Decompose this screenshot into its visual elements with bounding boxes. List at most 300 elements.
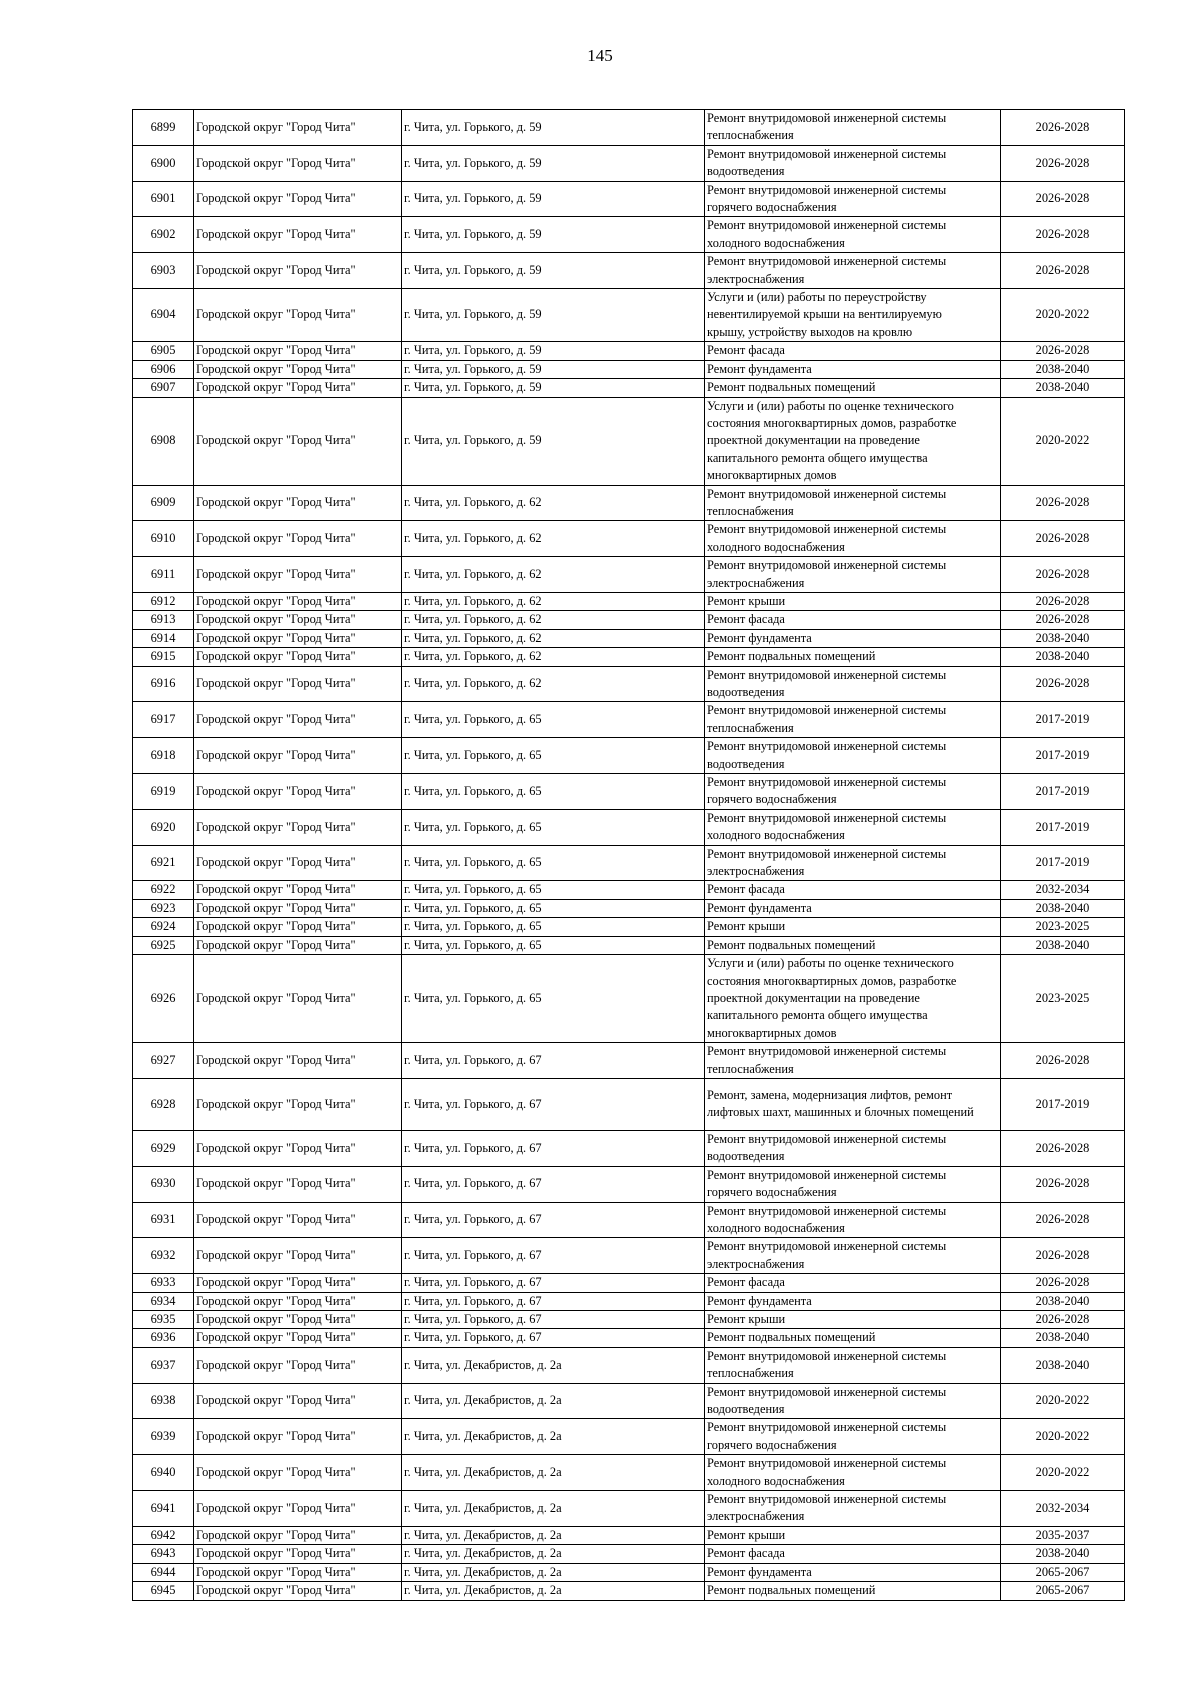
row-number-cell: 6935: [133, 1311, 194, 1329]
address-cell: г. Чита, ул. Горького, д. 59: [402, 342, 705, 360]
work-type-cell: [705, 397, 1001, 485]
municipality-cell: Городской округ "Город Чита": [194, 774, 402, 810]
work-type-line: Ремонт внутридомовой инженерной системы: [707, 667, 947, 682]
period-cell: 2038-2040: [1001, 360, 1125, 378]
address-cell: г. Чита, ул. Горького, д. 59: [402, 181, 705, 217]
municipality-cell: Городской округ "Город Чита": [194, 1311, 402, 1329]
repair-schedule-table: [132, 109, 1125, 1601]
table-row: [133, 738, 1125, 774]
address-cell: г. Чита, ул. Горького, д. 67: [402, 1238, 705, 1274]
address-cell: г. Чита, ул. Декабристов, д. 2а: [402, 1526, 705, 1544]
period-cell: 2026-2028: [1001, 342, 1125, 360]
row-number-cell: 6945: [133, 1582, 194, 1600]
row-number-cell: 6942: [133, 1526, 194, 1544]
row-number-cell: 6917: [133, 702, 194, 738]
address-cell: г. Чита, ул. Горького, д. 62: [402, 611, 705, 629]
row-number-cell: 6902: [133, 217, 194, 253]
row-number-cell: 6909: [133, 485, 194, 521]
address-cell: г. Чита, ул. Горького, д. 59: [402, 217, 705, 253]
work-type-cell: [705, 181, 1001, 217]
work-type-line: горячего водоснабжения: [707, 1185, 837, 1200]
work-type-cell: [705, 1202, 1001, 1238]
municipality-cell: Городской округ "Город Чита": [194, 899, 402, 917]
work-type-line: Ремонт внутридомовой инженерной системы: [707, 254, 947, 269]
period-cell: 2017-2019: [1001, 845, 1125, 881]
row-number-cell: 6927: [133, 1043, 194, 1079]
work-type-line: теплоснабжения: [707, 720, 794, 735]
municipality-cell: Городской округ "Город Чита": [194, 918, 402, 936]
work-type-line: Ремонт внутридомовой инженерной системы: [707, 1239, 947, 1254]
row-number-cell: 6919: [133, 774, 194, 810]
work-type-line: Услуги и (или) работы по оценке технического: [707, 398, 954, 413]
period-cell: 2038-2040: [1001, 1329, 1125, 1347]
address-cell: г. Чита, ул. Горького, д. 62: [402, 629, 705, 647]
work-type-cell: [705, 1545, 1001, 1563]
work-type-line: проектной документации на проведение: [707, 433, 920, 448]
work-type-line: холодного водоснабжения: [707, 1220, 845, 1235]
work-type-cell: [705, 845, 1001, 881]
work-type-line: Ремонт внутридомовой инженерной системы: [707, 739, 947, 754]
row-number-cell: 6920: [133, 809, 194, 845]
page-number: 145: [587, 46, 613, 65]
period-cell: 2026-2028: [1001, 1130, 1125, 1166]
table-row: [133, 181, 1125, 217]
table-row: [133, 1563, 1125, 1581]
address-cell: г. Чита, ул. Декабристов, д. 2а: [402, 1563, 705, 1581]
work-type-line: капитального ремонта общего имущества: [707, 1008, 928, 1023]
table-row: [133, 1526, 1125, 1544]
work-type-cell: [705, 342, 1001, 360]
work-type-line: Ремонт внутридомовой инженерной системы: [707, 146, 947, 161]
municipality-cell: Городской округ "Город Чита": [194, 809, 402, 845]
address-cell: г. Чита, ул. Горького, д. 62: [402, 485, 705, 521]
municipality-cell: Городской округ "Город Чита": [194, 1526, 402, 1544]
work-type-line: теплоснабжения: [707, 503, 794, 518]
work-type-line: Ремонт внутридомовой инженерной системы: [707, 111, 947, 125]
table-row: [133, 110, 1125, 146]
work-type-cell: [705, 1043, 1001, 1079]
work-type-line: водоотведения: [707, 685, 785, 699]
work-type-line: электроснабжения: [707, 1509, 805, 1524]
row-number-cell: 6908: [133, 397, 194, 485]
work-type-line: Ремонт крыши: [707, 919, 786, 934]
municipality-cell: Городской округ "Город Чита": [194, 738, 402, 774]
period-cell: 2020-2022: [1001, 1455, 1125, 1491]
address-cell: г. Чита, ул. Горького, д. 62: [402, 592, 705, 610]
period-cell: 2020-2022: [1001, 397, 1125, 485]
work-type-line: теплоснабжения: [707, 1366, 794, 1381]
period-cell: 2026-2028: [1001, 485, 1125, 521]
work-type-line: водоотведения: [707, 1402, 785, 1417]
address-cell: г. Чита, ул. Горького, д. 59: [402, 289, 705, 342]
address-cell: г. Чита, ул. Горького, д. 65: [402, 955, 705, 1043]
period-cell: 2035-2037: [1001, 1526, 1125, 1544]
work-type-cell: [705, 1166, 1001, 1202]
table-row: [133, 1238, 1125, 1274]
municipality-cell: Городской округ "Город Чита": [194, 485, 402, 521]
address-cell: г. Чита, ул. Горького, д. 65: [402, 738, 705, 774]
work-type-cell: [705, 1491, 1001, 1527]
table-row: [133, 899, 1125, 917]
period-cell: 2026-2028: [1001, 1274, 1125, 1292]
work-type-line: Ремонт крыши: [707, 1312, 786, 1326]
row-number-cell: 6938: [133, 1383, 194, 1419]
work-type-line: Ремонт подвальных помещений: [707, 1330, 876, 1345]
work-type-line: Ремонт внутридомовой инженерной системы: [707, 1131, 947, 1146]
work-type-cell: [705, 1582, 1001, 1600]
work-type-cell: [705, 217, 1001, 253]
period-cell: 2017-2019: [1001, 774, 1125, 810]
table-row: [133, 1455, 1125, 1491]
row-number-cell: 6923: [133, 899, 194, 917]
work-type-cell: [705, 1130, 1001, 1166]
table-row: [133, 666, 1125, 702]
table-row: [133, 611, 1125, 629]
work-type-line: Ремонт внутридомовой инженерной системы: [707, 775, 947, 790]
period-cell: 2038-2040: [1001, 1292, 1125, 1310]
municipality-cell: Городской округ "Город Чита": [194, 397, 402, 485]
table-row: [133, 1130, 1125, 1166]
row-number-cell: 6915: [133, 648, 194, 666]
work-type-cell: [705, 360, 1001, 378]
work-type-line: водоотведения: [707, 756, 785, 771]
table-row: [133, 592, 1125, 610]
table-row: [133, 557, 1125, 593]
row-number-cell: 6925: [133, 936, 194, 954]
period-cell: 2017-2019: [1001, 809, 1125, 845]
work-type-line: Ремонт внутридомовой инженерной системы: [707, 703, 947, 718]
work-type-line: Ремонт фундамента: [707, 1564, 812, 1579]
period-cell: 2038-2040: [1001, 629, 1125, 647]
table-row: [133, 1292, 1125, 1310]
period-cell: 2026-2028: [1001, 1166, 1125, 1202]
work-type-line: Ремонт внутридомовой инженерной системы: [707, 1456, 947, 1471]
municipality-cell: Городской округ "Город Чита": [194, 110, 402, 146]
work-type-cell: [705, 1311, 1001, 1329]
municipality-cell: Городской округ "Город Чита": [194, 1130, 402, 1166]
municipality-cell: Городской округ "Город Чита": [194, 845, 402, 881]
table-row: [133, 809, 1125, 845]
municipality-cell: Городской округ "Город Чита": [194, 1545, 402, 1563]
table-row: [133, 1383, 1125, 1419]
period-cell: 2038-2040: [1001, 1347, 1125, 1383]
table-row: [133, 1329, 1125, 1347]
work-type-line: Ремонт фундамента: [707, 630, 812, 645]
work-type-line: Ремонт подвальных помещений: [707, 380, 876, 395]
row-number-cell: 6937: [133, 1347, 194, 1383]
row-number-cell: 6900: [133, 145, 194, 181]
work-type-cell: [705, 289, 1001, 342]
row-number-cell: 6941: [133, 1491, 194, 1527]
address-cell: г. Чита, ул. Декабристов, д. 2а: [402, 1383, 705, 1419]
period-cell: 2038-2040: [1001, 1545, 1125, 1563]
work-type-line: горячего водоснабжения: [707, 200, 837, 215]
row-number-cell: 6944: [133, 1563, 194, 1581]
period-cell: 2026-2028: [1001, 1238, 1125, 1274]
work-type-cell: [705, 702, 1001, 738]
municipality-cell: Городской округ "Город Чита": [194, 379, 402, 397]
work-type-line: Ремонт внутридомовой инженерной системы: [707, 486, 947, 501]
row-number-cell: 6905: [133, 342, 194, 360]
work-type-line: Ремонт внутридомовой инженерной системы: [707, 218, 947, 233]
work-type-line: состояния многоквартирных домов, разработке: [707, 415, 957, 430]
row-number-cell: 6911: [133, 557, 194, 593]
work-type-line: холодного водоснабжения: [707, 539, 845, 554]
row-number-cell: 6934: [133, 1292, 194, 1310]
municipality-cell: Городской округ "Город Чита": [194, 342, 402, 360]
municipality-cell: Городской округ "Город Чита": [194, 1419, 402, 1455]
work-type-line: Ремонт фундамента: [707, 1293, 812, 1308]
address-cell: г. Чита, ул. Горького, д. 65: [402, 881, 705, 899]
table-row: [133, 1419, 1125, 1455]
period-cell: 2026-2028: [1001, 253, 1125, 289]
municipality-cell: Городской округ "Город Чита": [194, 557, 402, 593]
work-type-line: Ремонт фасада: [707, 1275, 785, 1290]
address-cell: г. Чита, ул. Декабристов, д. 2а: [402, 1545, 705, 1563]
work-type-cell: [705, 738, 1001, 774]
address-cell: г. Чита, ул. Горького, д. 65: [402, 774, 705, 810]
row-number-cell: 6906: [133, 360, 194, 378]
table-row: [133, 648, 1125, 666]
work-type-line: многоквартирных домов: [707, 468, 837, 483]
row-number-cell: 6904: [133, 289, 194, 342]
work-type-cell: [705, 918, 1001, 936]
period-cell: 2032-2034: [1001, 1491, 1125, 1527]
address-cell: г. Чита, ул. Горького, д. 67: [402, 1292, 705, 1310]
row-number-cell: 6933: [133, 1274, 194, 1292]
work-type-line: Ремонт внутридомовой инженерной системы: [707, 1044, 947, 1059]
period-cell: 2020-2022: [1001, 1419, 1125, 1455]
work-type-cell: [705, 1347, 1001, 1383]
table-row: [133, 1491, 1125, 1527]
work-type-line: Ремонт внутридомовой инженерной системы: [707, 1492, 947, 1507]
work-type-line: лифтовых шахт, машинных и блочных помещений: [707, 1105, 974, 1120]
row-number-cell: 6914: [133, 629, 194, 647]
period-cell: 2017-2019: [1001, 702, 1125, 738]
period-cell: 2026-2028: [1001, 1043, 1125, 1079]
work-type-line: теплоснабжения: [707, 128, 794, 143]
municipality-cell: Городской округ "Город Чита": [194, 1563, 402, 1581]
period-cell: 2017-2019: [1001, 1078, 1125, 1130]
work-type-cell: [705, 1419, 1001, 1455]
work-type-cell: [705, 379, 1001, 397]
work-type-line: Ремонт подвальных помещений: [707, 1583, 876, 1598]
period-cell: 2032-2034: [1001, 881, 1125, 899]
work-type-line: Ремонт внутридомовой инженерной системы: [707, 1348, 947, 1363]
period-cell: 2026-2028: [1001, 110, 1125, 146]
row-number-cell: 6912: [133, 592, 194, 610]
work-type-line: холодного водоснабжения: [707, 828, 845, 843]
municipality-cell: Городской округ "Город Чита": [194, 1491, 402, 1527]
row-number-cell: 6899: [133, 110, 194, 146]
municipality-cell: Городской округ "Город Чита": [194, 1078, 402, 1130]
row-number-cell: 6921: [133, 845, 194, 881]
work-type-line: проектной документации на проведение: [707, 990, 920, 1005]
table-row: [133, 521, 1125, 557]
work-type-line: Ремонт фасада: [707, 1546, 785, 1561]
period-cell: 2038-2040: [1001, 936, 1125, 954]
period-cell: 2020-2022: [1001, 1383, 1125, 1419]
table-row: [133, 1311, 1125, 1329]
work-type-line: Ремонт крыши: [707, 593, 786, 608]
row-number-cell: 6926: [133, 955, 194, 1043]
work-type-line: теплоснабжения: [707, 1061, 794, 1076]
period-cell: 2026-2028: [1001, 181, 1125, 217]
work-type-cell: [705, 110, 1001, 146]
address-cell: г. Чита, ул. Горького, д. 65: [402, 918, 705, 936]
table-row: [133, 1202, 1125, 1238]
row-number-cell: 6936: [133, 1329, 194, 1347]
work-type-line: Ремонт крыши: [707, 1527, 786, 1542]
address-cell: г. Чита, ул. Горького, д. 62: [402, 521, 705, 557]
address-cell: г. Чита, ул. Горького, д. 65: [402, 899, 705, 917]
municipality-cell: Городской округ "Город Чита": [194, 1329, 402, 1347]
address-cell: г. Чита, ул. Горького, д. 67: [402, 1274, 705, 1292]
work-type-cell: [705, 666, 1001, 702]
table-row: [133, 145, 1125, 181]
municipality-cell: Городской округ "Город Чита": [194, 360, 402, 378]
work-type-line: Ремонт внутридомовой инженерной системы: [707, 1167, 947, 1182]
work-type-line: Ремонт внутридомовой инженерной системы: [707, 846, 947, 861]
municipality-cell: Городской округ "Город Чита": [194, 289, 402, 342]
table-row: [133, 360, 1125, 378]
row-number-cell: 6932: [133, 1238, 194, 1274]
municipality-cell: Городской округ "Город Чита": [194, 936, 402, 954]
table-row: [133, 918, 1125, 936]
period-cell: 2065-2067: [1001, 1582, 1125, 1600]
row-number-cell: 6916: [133, 666, 194, 702]
table-row: [133, 342, 1125, 360]
municipality-cell: Городской округ "Город Чита": [194, 253, 402, 289]
address-cell: г. Чита, ул. Горького, д. 65: [402, 809, 705, 845]
work-type-line: Ремонт фасада: [707, 612, 785, 627]
work-type-cell: [705, 774, 1001, 810]
municipality-cell: Городской округ "Город Чита": [194, 217, 402, 253]
work-type-cell: [705, 955, 1001, 1043]
work-type-line: водоотведения: [707, 1149, 785, 1164]
table-row: [133, 881, 1125, 899]
work-type-cell: [705, 253, 1001, 289]
period-cell: 2038-2040: [1001, 899, 1125, 917]
work-type-cell: [705, 557, 1001, 593]
table-row: [133, 1274, 1125, 1292]
period-cell: 2026-2028: [1001, 145, 1125, 181]
work-type-line: Ремонт внутридомовой инженерной системы: [707, 810, 947, 825]
table-row: [133, 1043, 1125, 1079]
address-cell: г. Чита, ул. Горького, д. 65: [402, 702, 705, 738]
work-type-cell: [705, 936, 1001, 954]
work-type-line: холодного водоснабжения: [707, 235, 845, 250]
address-cell: г. Чита, ул. Декабристов, д. 2а: [402, 1419, 705, 1455]
period-cell: 2023-2025: [1001, 918, 1125, 936]
table-row: [133, 702, 1125, 738]
work-type-cell: [705, 1329, 1001, 1347]
period-cell: 2026-2028: [1001, 557, 1125, 593]
municipality-cell: Городской округ "Город Чита": [194, 611, 402, 629]
row-number-cell: 6907: [133, 379, 194, 397]
address-cell: г. Чита, ул. Горького, д. 59: [402, 379, 705, 397]
table-row: [133, 1545, 1125, 1563]
work-type-line: Ремонт внутридомовой инженерной системы: [707, 1420, 947, 1435]
period-cell: 2026-2028: [1001, 666, 1125, 702]
municipality-cell: Городской округ "Город Чита": [194, 1043, 402, 1079]
address-cell: г. Чита, ул. Горького, д. 67: [402, 1329, 705, 1347]
address-cell: г. Чита, ул. Горького, д. 67: [402, 1130, 705, 1166]
work-type-cell: [705, 592, 1001, 610]
work-type-line: Ремонт фундамента: [707, 900, 812, 915]
municipality-cell: Городской округ "Город Чита": [194, 666, 402, 702]
row-number-cell: 6943: [133, 1545, 194, 1563]
address-cell: г. Чита, ул. Горького, д. 62: [402, 557, 705, 593]
row-number-cell: 6939: [133, 1419, 194, 1455]
address-cell: г. Чита, ул. Декабристов, д. 2а: [402, 1491, 705, 1527]
address-cell: г. Чита, ул. Горького, д. 67: [402, 1202, 705, 1238]
work-type-line: Ремонт внутридомовой инженерной системы: [707, 1203, 947, 1218]
municipality-cell: Городской округ "Город Чита": [194, 592, 402, 610]
row-number-cell: 6910: [133, 521, 194, 557]
work-type-line: горячего водоснабжения: [707, 1437, 837, 1452]
work-type-cell: [705, 1383, 1001, 1419]
municipality-cell: Городской округ "Город Чита": [194, 1166, 402, 1202]
work-type-cell: [705, 648, 1001, 666]
municipality-cell: Городской округ "Город Чита": [194, 1383, 402, 1419]
period-cell: 2065-2067: [1001, 1563, 1125, 1581]
work-type-cell: [705, 611, 1001, 629]
work-type-line: невентилируемой крыши на вентилируемую: [707, 307, 942, 322]
period-cell: 2020-2022: [1001, 289, 1125, 342]
table-row: [133, 629, 1125, 647]
work-type-line: Ремонт подвальных помещений: [707, 937, 876, 952]
address-cell: г. Чита, ул. Горького, д. 59: [402, 110, 705, 146]
table-row: [133, 217, 1125, 253]
work-type-line: многоквартирных домов: [707, 1025, 837, 1040]
address-cell: г. Чита, ул. Горького, д. 67: [402, 1043, 705, 1079]
work-type-cell: [705, 521, 1001, 557]
work-type-cell: [705, 1078, 1001, 1130]
work-type-cell: [705, 1455, 1001, 1491]
table-row: [133, 397, 1125, 485]
work-type-line: Ремонт внутридомовой инженерной системы: [707, 522, 947, 537]
address-cell: г. Чита, ул. Горького, д. 59: [402, 397, 705, 485]
municipality-cell: Городской округ "Город Чита": [194, 1292, 402, 1310]
work-type-line: водоотведения: [707, 164, 785, 179]
period-cell: 2017-2019: [1001, 738, 1125, 774]
work-type-line: Ремонт, замена, модернизация лифтов, ремонт: [707, 1088, 953, 1103]
address-cell: г. Чита, ул. Горького, д. 59: [402, 145, 705, 181]
work-type-line: Ремонт подвальных помещений: [707, 649, 876, 664]
work-type-cell: [705, 629, 1001, 647]
work-type-line: Ремонт внутридомовой инженерной системы: [707, 1384, 947, 1399]
work-type-line: состояния многоквартирных домов, разработке: [707, 973, 957, 988]
address-cell: г. Чита, ул. Горького, д. 62: [402, 666, 705, 702]
period-cell: 2038-2040: [1001, 379, 1125, 397]
period-cell: 2026-2028: [1001, 1202, 1125, 1238]
municipality-cell: Городской округ "Город Чита": [194, 629, 402, 647]
address-cell: г. Чита, ул. Горького, д. 62: [402, 648, 705, 666]
work-type-line: горячего водоснабжения: [707, 792, 837, 807]
row-number-cell: 6918: [133, 738, 194, 774]
row-number-cell: 6922: [133, 881, 194, 899]
work-type-line: Ремонт внутридомовой инженерной системы: [707, 182, 947, 197]
work-type-line: электроснабжения: [707, 864, 805, 879]
address-cell: г. Чита, ул. Горького, д. 59: [402, 253, 705, 289]
table-row: [133, 1166, 1125, 1202]
address-cell: г. Чита, ул. Горького, д. 59: [402, 360, 705, 378]
period-cell: 2026-2028: [1001, 521, 1125, 557]
municipality-cell: Городской округ "Город Чита": [194, 521, 402, 557]
address-cell: г. Чита, ул. Декабристов, д. 2а: [402, 1347, 705, 1383]
work-type-cell: [705, 485, 1001, 521]
